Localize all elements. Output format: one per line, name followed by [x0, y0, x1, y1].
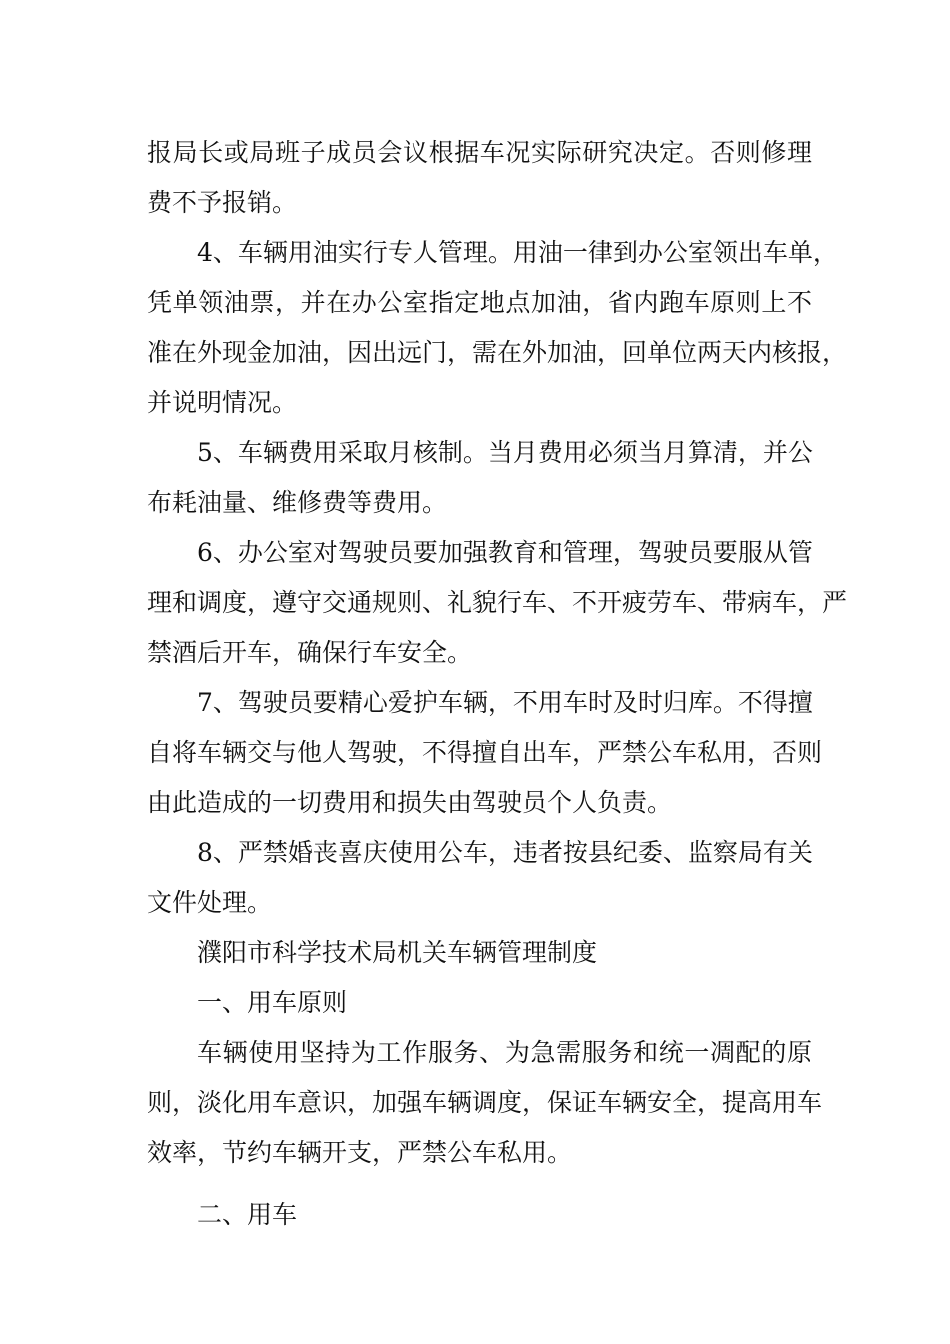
paragraph-line: 5、车辆费用采取月核制。当月费用必须当月算清，并公	[197, 438, 813, 467]
document-body	[147, 128, 848, 1240]
paragraph-line: 凭单领油票，并在办公室指定地点加油，省内跑车原则上不	[147, 288, 812, 317]
paragraph-line: 效率，节约车辆开支，严禁公车私用。	[147, 1138, 573, 1167]
paragraph-line: 文件处理。	[147, 888, 273, 917]
paragraph-line: 由此造成的一切费用和损失由驾驶员个人负责。	[147, 788, 673, 817]
paragraph-line: 费不予报销。	[147, 188, 298, 217]
paragraph-line: 禁酒后开车，确保行车安全。	[147, 638, 473, 667]
paragraph-line: 6、办公室对驾驶员要加强教育和管理，驾驶员要服从管	[197, 538, 813, 567]
paragraph-line: 4、车辆用油实行专人管理。用油一律到办公室领出车单，	[197, 238, 838, 267]
spacer	[147, 1178, 812, 1190]
section-heading: 二、用车	[197, 1200, 298, 1229]
paragraph-line: 7、驾驶员要精心爱护车辆，不用车时及时归库。不得擅	[197, 688, 813, 717]
paragraph-line: 理和调度，遵守交通规则、礼貌行车、不开疲劳车、带病车，严	[147, 588, 848, 617]
paragraph-line: 布耗油量、维修费等费用。	[147, 488, 448, 517]
paragraph-line: 车辆使用坚持为工作服务、为急需服务和统一凋配的原	[197, 1038, 812, 1067]
section-heading: 一、用车原则	[197, 988, 348, 1017]
paragraph-line: 则，淡化用车意识，加强车辆调度，保证车辆安全，提高用车	[147, 1088, 823, 1117]
paragraph-line: 自将车辆交与他人驾驶，不得擅自出车，严禁公车私用，否则	[147, 738, 823, 767]
paragraph-line: 并说明情况。	[147, 388, 298, 417]
section-title: 濮阳市科学技术局机关车辆管理制度	[197, 938, 598, 967]
paragraph-line: 报局长或局班子成员会议根据车况实际研究决定。否则修理	[147, 138, 812, 167]
paragraph-line: 准在外现金加油，因出远门，需在外加油，回单位两天内核报，	[147, 338, 848, 367]
paragraph-line: 8、严禁婚丧喜庆使用公车，违者按县纪委、监察局有关	[197, 838, 813, 867]
